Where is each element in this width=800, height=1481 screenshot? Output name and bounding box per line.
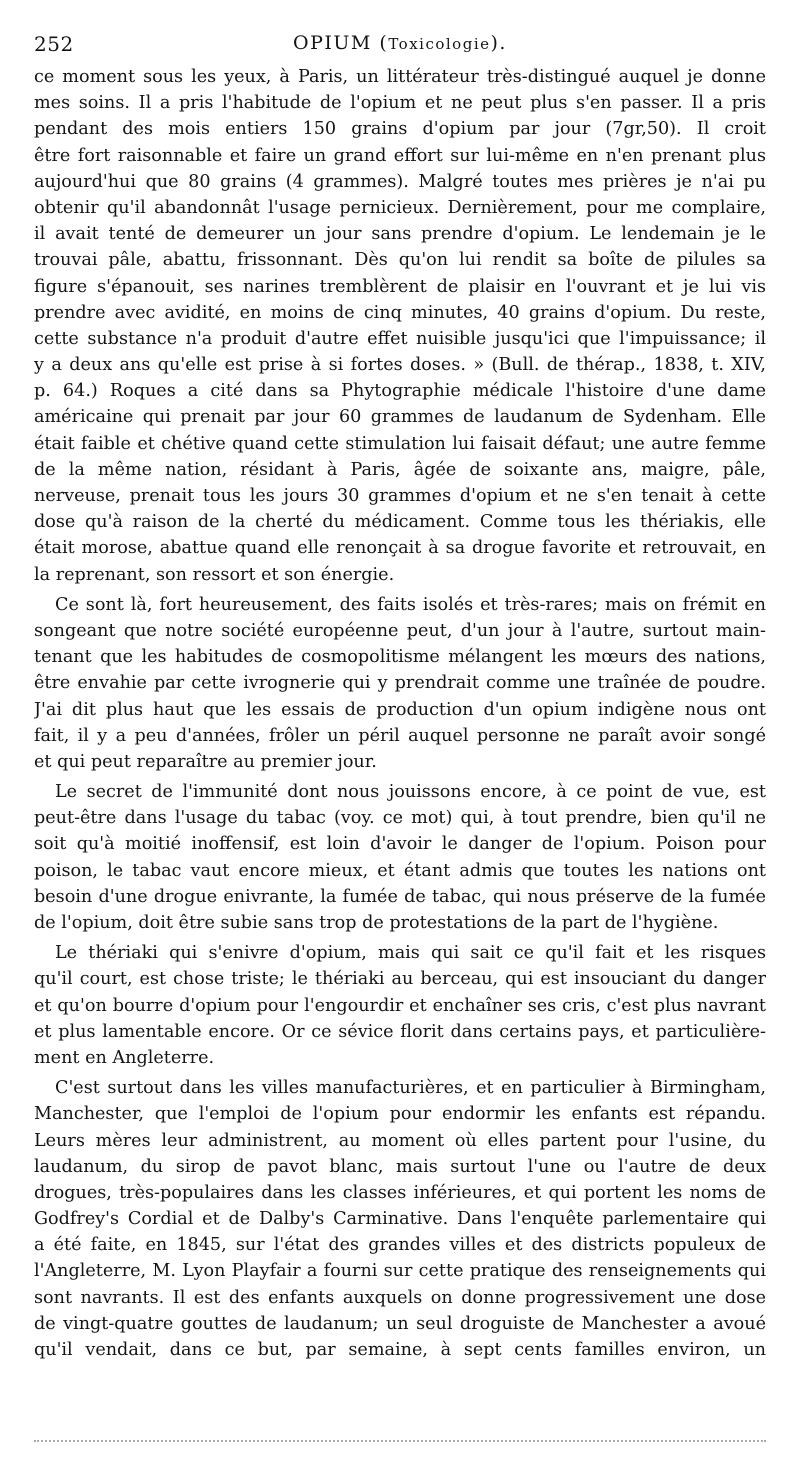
page-number: 252 [34, 32, 74, 56]
text-line: être envahie par cette ivrognerie qui y prendrait comme une traînée de poudre. [34, 673, 766, 694]
text-line: être fort raisonnable et faire un grand effort sur lui-même en n'en prenant plus [34, 145, 766, 166]
text-line: p. 64.) Roques a cité dans sa Phytographie médicale l'histoire d'une dame [34, 381, 766, 402]
text-line: qu'il vendait, dans ce but, par semaine, à sept cents familles environ, un [34, 1340, 766, 1360]
text-line: mes soins. Il a pris l'habitude de l'opium et ne peut plus s'en passer. Il a pris [34, 93, 766, 114]
text-line: qu'il court, est chose triste; le thériaki au berceau, qui est insouciant du danger [34, 969, 766, 990]
text-line: l'Angleterre, M. Lyon Playfair a fourni sur cette pratique des renseignements qui [34, 1261, 766, 1282]
text-line: de vingt-quatre gouttes de laudanum; un seul droguiste de Manchester a avoué [34, 1313, 766, 1334]
text-line: ment en Angleterre. [34, 1047, 215, 1068]
text-line: songeant que notre société européenne peut, d'un jour à l'autre, surtout main- [34, 620, 766, 641]
text-line: était morose, abattue quand elle renonçait à sa drogue favorite et retrouvait, en [34, 538, 766, 559]
running-title [34, 32, 766, 54]
running-title-main: OPIUM ( [293, 32, 389, 54]
text-line: Manchester, que l'emploi de l'opium pour endormir les enfants est répandu. [34, 1104, 766, 1125]
text-line: trouvai pâle, abattu, frissonnant. Dès qu'on lui rendit sa boîte de pilules sa [34, 250, 766, 271]
text-line: prendre avec avidité, en moins de cinq minutes, 40 grains d'opium. Du reste, [34, 302, 766, 323]
text-line: tenant que les habitudes de cosmopolitisme mélangent les mœurs des nations, [34, 647, 766, 668]
text-line: de l'opium, doit être subie sans trop de protestations de la part de l'hygiène. [34, 913, 719, 933]
text-line: nerveuse, prenait tous les jours 30 grammes d'opium et ne s'en tenait à cette [34, 486, 766, 506]
text-line: poison, le tabac vaut encore mieux, et étant admis que toutes les nations ont [34, 860, 766, 881]
text-line: J'ai dit plus haut que les essais de production d'un opium indigène nous ont [34, 699, 766, 720]
text-line: Godfrey's Cordial et de Dalby's Carminative. Dans l'enquête parlementaire qui [34, 1209, 766, 1230]
text-line: était faible et chétive quand cette stimulation lui faisait défaut; une autre femme [34, 433, 766, 454]
text-line: Le secret de l'immunité dont nous jouissons encore, à ce point de vue, est [55, 782, 766, 803]
text-line: figure s'épanouit, ses narines tremblèrent de plaisir en l'ouvrant et je lui vis [34, 276, 766, 297]
running-title-smallcaps: Toxicologie [388, 35, 491, 53]
text-line: sont navrants. Il est des enfants auxquels on donne progressivement une dose [34, 1287, 766, 1308]
text-line: laudanum, du sirop de pavot blanc, mais surtout l'une ou l'autre de deux [34, 1156, 766, 1177]
text-line: cette substance n'a produit d'autre effet nuisible jusqu'ici que l'impuissance; il [34, 328, 766, 349]
text-line: a été faite, en 1845, sur l'état des grandes villes et des districts populeux de [34, 1235, 766, 1256]
body-text [34, 64, 766, 1363]
text-line: obtenir qu'il abandonnât l'usage pernicieux. Dernièrement, pour me complaire, [34, 197, 766, 218]
running-header [34, 32, 766, 58]
text-line: la reprenant, son ressort et son énergie. [34, 564, 395, 585]
footer-dotted-rule [34, 1440, 766, 1448]
text-line: besoin d'une drogue enivrante, la fumée de tabac, qui nous préserve de la fumée [34, 886, 766, 907]
text-line: dose qu'à raison de la cherté du médicament. Comme tous les thériakis, elle [34, 512, 766, 533]
text-line: drogues, très-populaires dans les classes inférieures, et qui portent les noms de [34, 1182, 766, 1203]
text-line: pendant des mois entiers 150 grains d'opium par jour (7gr,50). Il croit [34, 119, 766, 140]
text-line: fait, il y a peu d'années, frôler un péril auquel personne ne paraît avoir songé [34, 725, 766, 746]
running-title-close: ). [490, 32, 507, 54]
text-line: soit qu'à moitié inoffensif, est loin d'avoir le danger de l'opium. Poison pour [34, 834, 766, 855]
text-line: de la même nation, résidant à Paris, âgée de soixante ans, maigre, pâle, [34, 459, 766, 480]
text-line: Le thériaki qui s'enivre d'opium, mais qui sait ce qu'il fait et les risques [55, 943, 766, 964]
text-line: C'est surtout dans les villes manufacturières, et en particulier à Birmingham, [55, 1078, 766, 1099]
text-line: aujourd'hui que 80 grains (4 grammes). Malgré toutes mes prières je n'ai pu [34, 171, 766, 192]
text-line: Ce sont là, fort heureusement, des faits isolés et très-rares; mais on frémit en [55, 594, 766, 615]
text-line: américaine qui prenait par jour 60 grammes de laudanum de Sydenham. Elle [34, 407, 766, 428]
text-line: et qui peut reparaître au premier jour. [34, 751, 377, 772]
text-line: y a deux ans qu'elle est prise à si fortes doses. » (Bull. de thérap., 1838, t. XIV, [34, 355, 766, 376]
text-line: et plus lamentable encore. Or ce sévice florit dans certains pays, et particulière- [34, 1021, 766, 1042]
text-line: et qu'on bourre d'opium pour l'engourdir et enchaîner ses cris, c'est plus navrant [34, 995, 766, 1016]
text-line: Leurs mères leur administrent, au moment où elles partent pour l'usine, du [34, 1130, 766, 1151]
text-line: il avait tenté de demeurer un jour sans prendre d'opium. Le lendemain je le [34, 224, 766, 245]
text-line: ce moment sous les yeux, à Paris, un littérateur très-distingué auquel je donne [34, 67, 766, 87]
text-line: peut-être dans l'usage du tabac (voy. ce mot) qui, à tout prendre, bien qu'il ne [34, 808, 766, 829]
